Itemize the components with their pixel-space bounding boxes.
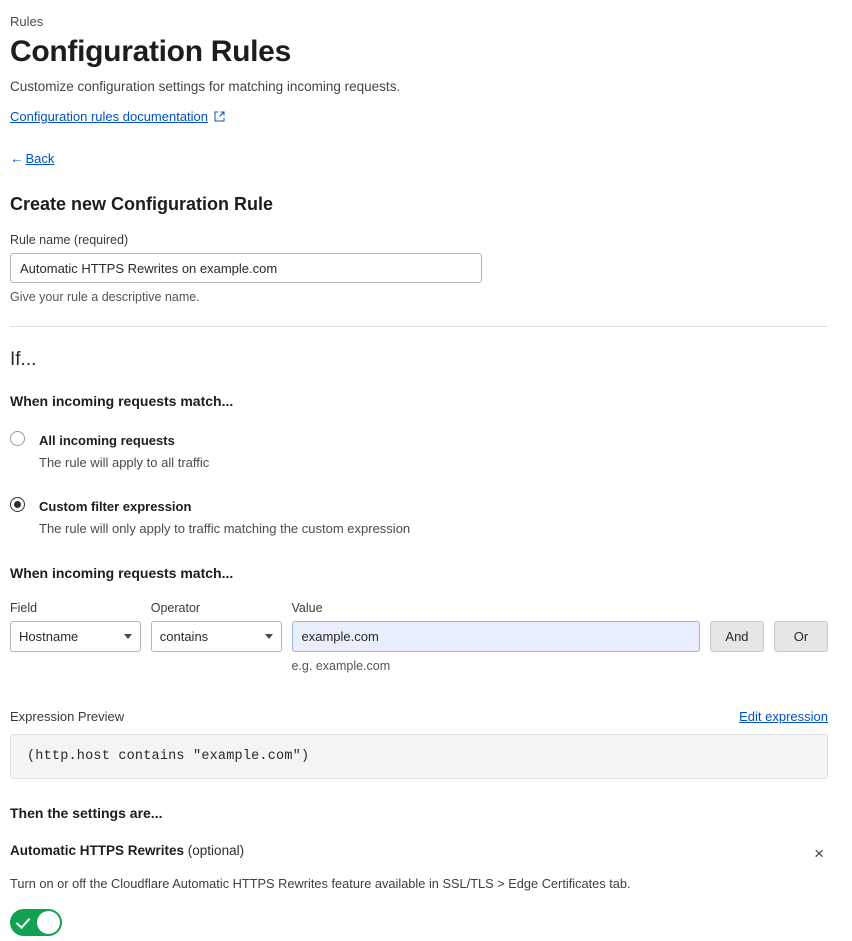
setting-title	[10, 843, 244, 858]
field-column	[10, 601, 141, 652]
setting-description: Turn on or off the Cloudflare Automatic HTTPS Rewrites feature available in SSL/TLS > Edge Certificates tab.	[10, 876, 631, 892]
check-icon	[16, 914, 31, 929]
if-section-title: If...	[10, 349, 37, 370]
radio-all-requests-sublabel: The rule will apply to all traffic	[39, 455, 210, 471]
back-row[interactable]	[10, 151, 828, 166]
setting-header	[10, 843, 828, 864]
value-label: Value	[291, 601, 323, 616]
operator-column	[151, 601, 282, 652]
expression-preview-label: Expression Preview	[10, 709, 125, 725]
expression-preview-header	[10, 709, 828, 724]
field-label: Field	[10, 601, 38, 616]
radio-custom-filter-icon[interactable]	[10, 497, 25, 512]
rule-name-input[interactable]	[10, 253, 482, 283]
back-link[interactable]: Back	[25, 151, 55, 166]
operator-select[interactable]	[151, 621, 282, 652]
toggle-knob	[37, 911, 60, 934]
radio-all-requests-label: All incoming requests	[39, 433, 175, 448]
divider	[10, 326, 828, 327]
radio-all-requests-icon[interactable]	[10, 431, 25, 446]
page-title: Configuration Rules	[10, 35, 291, 68]
back-arrow-icon: ←	[10, 151, 24, 166]
setting-optional-tag: (optional)	[187, 843, 245, 859]
value-column	[292, 601, 700, 673]
rule-name-help: Give your rule a descriptive name.	[10, 290, 200, 304]
or-button[interactable]: Or	[774, 621, 828, 652]
field-select[interactable]	[10, 621, 141, 652]
value-help: e.g. example.com	[291, 659, 391, 674]
match-label-builder: When incoming requests match...	[10, 565, 234, 582]
close-icon[interactable]: ×	[814, 844, 824, 864]
match-label-top: When incoming requests match...	[10, 393, 234, 409]
radio-custom-filter-label: Custom filter expression	[39, 499, 192, 515]
create-rule-heading: Create new Configuration Rule	[10, 194, 274, 214]
edit-expression-link[interactable]: Edit expression	[739, 709, 828, 725]
expression-builder	[10, 601, 828, 673]
documentation-link-row	[10, 108, 828, 127]
automatic-https-rewrites-toggle[interactable]	[10, 909, 62, 936]
expression-preview-box: (http.host contains "example.com")	[10, 734, 828, 779]
operator-label: Operator	[150, 601, 201, 616]
then-section-title: Then the settings are...	[10, 805, 163, 822]
and-button-column	[710, 601, 764, 652]
configuration-rules-documentation-link[interactable]: Configuration rules documentation	[10, 109, 209, 124]
external-link-icon	[214, 109, 225, 127]
page-description: Customize configuration settings for matching incoming requests.	[10, 79, 401, 94]
radio-custom-filter-sublabel: The rule will only apply to traffic matching the custom expression	[39, 521, 411, 537]
and-button[interactable]: And	[710, 621, 764, 652]
rule-name-group	[10, 233, 828, 304]
rule-name-label: Rule name (required)	[10, 233, 129, 247]
radio-option-custom-filter[interactable]	[10, 495, 828, 539]
or-button-column	[774, 601, 828, 652]
expression-row	[10, 601, 828, 673]
value-input[interactable]	[292, 621, 700, 652]
radio-option-all-requests[interactable]	[10, 429, 828, 473]
setting-name: Automatic HTTPS Rewrites	[10, 843, 185, 859]
breadcrumb: Rules	[10, 14, 44, 29]
